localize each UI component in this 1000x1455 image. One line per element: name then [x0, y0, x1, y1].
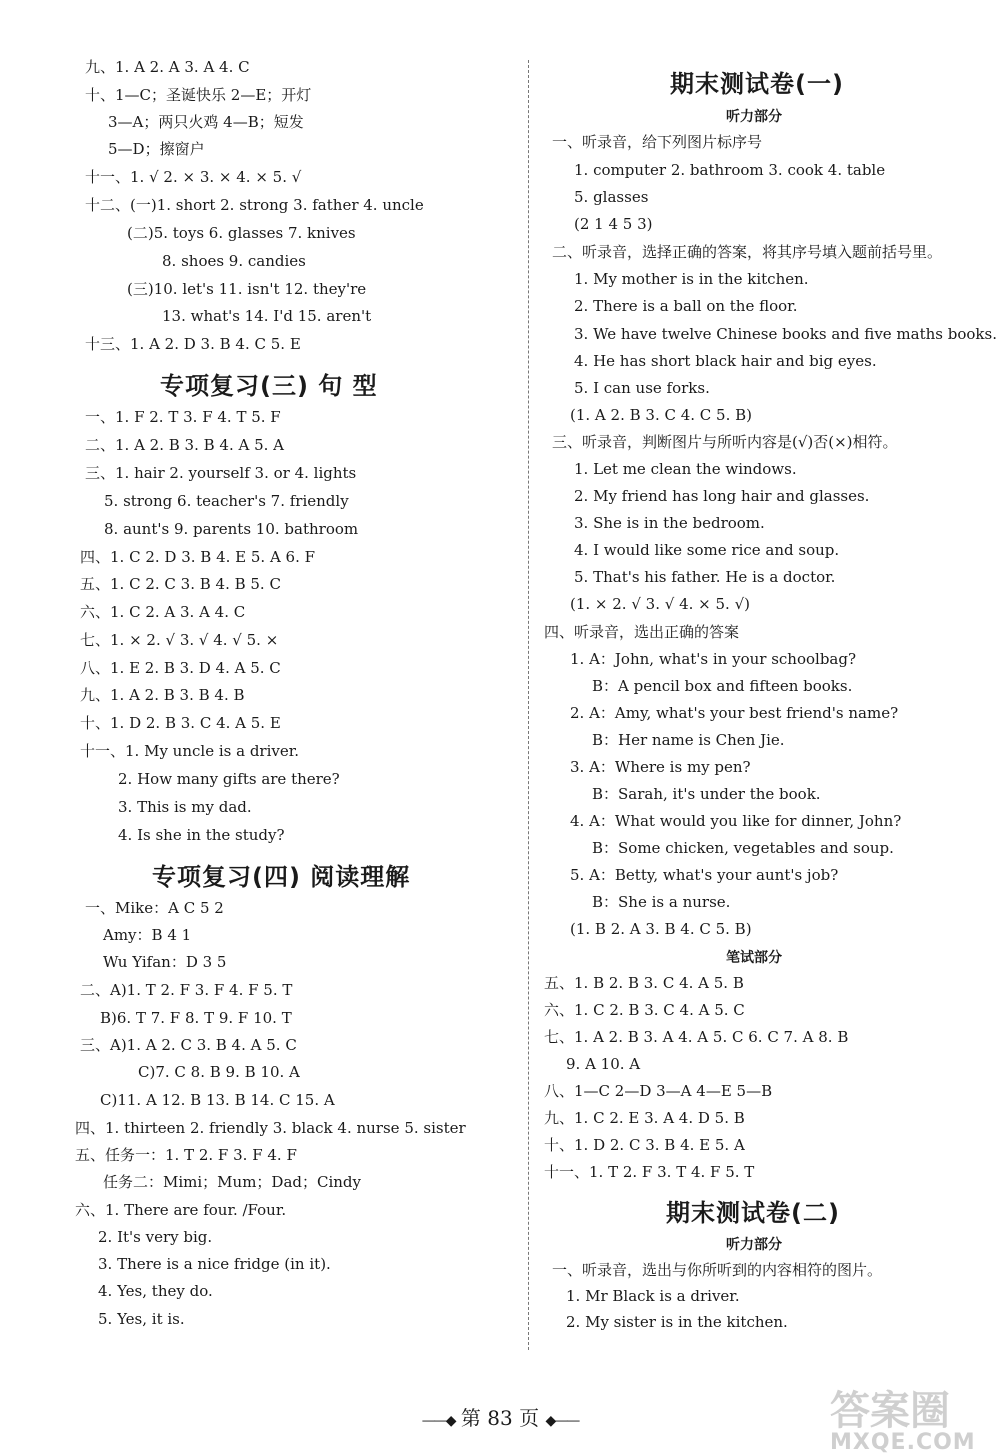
- left-ornament: ——◆: [421, 1413, 455, 1429]
- answer-line: 十二、(一)1. short 2. strong 3. father 4. uncle: [85, 196, 424, 214]
- answer-line: 十、1—C；圣诞快乐 2—E；开灯: [85, 86, 312, 104]
- answer-line: 六、1. There are four. /Four.: [75, 1201, 287, 1219]
- answer-line: Wu Yifan：D 3 5: [103, 953, 227, 971]
- answer-line: 4. I would like some rice and soup.: [574, 541, 840, 559]
- answer-line: 八、1. E 2. B 3. D 4. A 5. C: [80, 659, 281, 677]
- answer-line: 5. I can use forks.: [574, 379, 710, 397]
- answer-line: 一、1. F 2. T 3. F 4. T 5. F: [85, 408, 281, 426]
- section-title: 期末测试卷(二): [666, 1199, 840, 1227]
- section-subtitle: 笔试部分: [726, 950, 782, 966]
- answer-line: 五、1. B 2. B 3. C 4. A 5. B: [544, 974, 744, 992]
- answer-line: 十、1. D 2. C 3. B 4. E 5. A: [544, 1136, 745, 1154]
- answer-line: 十一、1. T 2. F 3. T 4. F 5. T: [544, 1163, 755, 1181]
- answer-line: 2. There is a ball on the floor.: [574, 297, 798, 315]
- right-ornament: ◆——: [545, 1413, 579, 1429]
- answer-line: 4. Yes, they do.: [98, 1282, 213, 1300]
- answer-line: (二)5. toys 6. glasses 7. knives: [127, 224, 356, 242]
- answer-line: 九、1. C 2. E 3. A 4. D 5. B: [544, 1109, 745, 1127]
- section-subtitle: 听力部分: [726, 1237, 782, 1253]
- answer-line: 4. A：What would you like for dinner, John?: [570, 812, 902, 830]
- answer-line: 2. My sister is in the kitchen.: [566, 1313, 788, 1331]
- answer-line: Amy：B 4 1: [103, 926, 192, 944]
- answer-line: C)11. A 12. B 13. B 14. C 15. A: [100, 1091, 335, 1109]
- answer-line: 5—D；擦窗户: [108, 140, 205, 158]
- answer-line: B)6. T 7. F 8. T 9. F 10. T: [100, 1009, 292, 1027]
- section-subtitle: 听力部分: [726, 109, 782, 125]
- answer-line: 8. shoes 9. candies: [162, 252, 306, 270]
- answer-line: 5. Yes, it is.: [98, 1310, 185, 1328]
- answer-line: 3. A：Where is my pen?: [570, 758, 751, 776]
- answer-line: 4. Is she in the study?: [118, 826, 285, 844]
- answer-line: 1. A：John, what's in your schoolbag?: [570, 650, 857, 668]
- answer-line: 5. A：Betty, what's your aunt's job?: [570, 866, 839, 884]
- answer-line: 十三、1. A 2. D 3. B 4. C 5. E: [85, 335, 301, 353]
- answer-line: C)7. C 8. B 9. B 10. A: [138, 1063, 300, 1081]
- answer-line: 二、A)1. T 2. F 3. F 4. F 5. T: [80, 981, 293, 999]
- answer-line: 2. It's very big.: [98, 1228, 213, 1246]
- answer-line: 1. My mother is in the kitchen.: [574, 270, 809, 288]
- answer-line: 5. glasses: [574, 188, 649, 206]
- section-title: 期末测试卷(一): [670, 70, 844, 98]
- answer-line: 2. How many gifts are there?: [118, 770, 340, 788]
- section-title: 专项复习(三) 句 型: [160, 372, 378, 400]
- answer-line: 九、1. A 2. A 3. A 4. C: [85, 58, 250, 76]
- answer-line: 1. computer 2. bathroom 3. cook 4. table: [574, 161, 886, 179]
- answer-line: 二、1. A 2. B 3. B 4. A 5. A: [85, 436, 285, 454]
- answer-line: B：Sarah, it's under the book.: [592, 785, 821, 803]
- answer-line: 3. This is my dad.: [118, 798, 252, 816]
- answer-line: 三、1. hair 2. yourself 3. or 4. lights: [85, 464, 357, 482]
- answer-line: B：Some chicken, vegetables and soup.: [592, 839, 894, 857]
- answer-line: 2. A：Amy, what's your best friend's name?: [570, 704, 899, 722]
- answer-line: 四、1. thirteen 2. friendly 3. black 4. nurse 5. sister: [75, 1119, 466, 1137]
- answer-line: 3. We have twelve Chinese books and five maths books.: [574, 325, 997, 343]
- answer-line: B：A pencil box and fifteen books.: [592, 677, 853, 695]
- answer-line: 七、1. A 2. B 3. A 4. A 5. C 6. C 7. A 8. B: [544, 1028, 849, 1046]
- watermark-logo: [830, 1390, 976, 1454]
- answer-line: 五、任务一：1. T 2. F 3. F 4. F: [75, 1146, 297, 1164]
- answer-line: (1. A 2. B 3. C 4. C 5. B): [570, 406, 753, 424]
- answer-line: 13. what's 14. I'd 15. aren't: [162, 307, 372, 325]
- watermark-url: MXQE.COM: [830, 1430, 976, 1455]
- answer-line: 九、1. A 2. B 3. B 4. B: [80, 686, 245, 704]
- answer-line: 三、A)1. A 2. C 3. B 4. A 5. C: [80, 1036, 297, 1054]
- answer-line: 十一、1. √ 2. × 3. × 4. × 5. √: [85, 168, 302, 186]
- answer-line: 七、1. × 2. √ 3. √ 4. √ 5. ×: [80, 631, 279, 649]
- answer-line: 二、听录音，选择正确的答案，将其序号填入题前括号里。: [552, 243, 943, 261]
- answer-line: (三)10. let's 11. isn't 12. they're: [127, 280, 367, 298]
- answer-line: 五、1. C 2. C 3. B 4. B 5. C: [80, 575, 281, 593]
- watermark-text: 答案圈: [830, 1388, 950, 1434]
- answer-line: 4. He has short black hair and big eyes.: [574, 352, 877, 370]
- answer-line: 3. She is in the bedroom.: [574, 514, 765, 532]
- answer-line: 1. Mr Black is a driver.: [566, 1287, 740, 1305]
- answer-line: 3—A；两只火鸡 4—B；短发: [108, 113, 304, 131]
- answer-line: B：She is a nurse.: [592, 893, 731, 911]
- answer-line: 5. That's his father. He is a doctor.: [574, 568, 836, 586]
- answer-line: 5. strong 6. teacher's 7. friendly: [104, 492, 349, 510]
- answer-line: 任务二：Mimi；Mum；Dad；Cindy: [103, 1173, 362, 1191]
- answer-line: 三、听录音，判断图片与所听内容是(√)否(×)相符。: [552, 433, 898, 451]
- answer-line: 六、1. C 2. B 3. C 4. A 5. C: [544, 1001, 745, 1019]
- answer-line: 一、Mike：A C 5 2: [85, 899, 224, 917]
- answer-line: B：Her name is Chen Jie.: [592, 731, 785, 749]
- answer-line: 2. My friend has long hair and glasses.: [574, 487, 870, 505]
- answer-line: 四、听录音，选出正确的答案: [544, 623, 740, 641]
- answer-line: 1. Let me clean the windows.: [574, 460, 797, 478]
- answer-line: 8. aunt's 9. parents 10. bathroom: [104, 520, 359, 538]
- answer-line: 四、1. C 2. D 3. B 4. E 5. A 6. F: [80, 548, 316, 566]
- column-divider: [528, 60, 529, 1350]
- answer-line: 一、听录音，给下列图片标序号: [552, 133, 763, 151]
- page-number: 第 83 页: [460, 1406, 540, 1430]
- answer-line: 9. A 10. A: [566, 1055, 641, 1073]
- answer-line: 3. There is a nice fridge (in it).: [98, 1255, 331, 1273]
- answer-line: 十、1. D 2. B 3. C 4. A 5. E: [80, 714, 281, 732]
- answer-line: (1. B 2. A 3. B 4. C 5. B): [570, 920, 752, 938]
- answer-line: (1. × 2. √ 3. √ 4. × 5. √): [570, 595, 750, 613]
- answer-line: 十一、1. My uncle is a driver.: [80, 742, 300, 760]
- answer-line: 一、听录音，选出与你所听到的内容相符的图片。: [552, 1261, 883, 1279]
- answer-line: 六、1. C 2. A 3. A 4. C: [80, 603, 246, 621]
- section-title: 专项复习(四) 阅读理解: [152, 863, 411, 891]
- answer-line: 八、1—C 2—D 3—A 4—E 5—B: [544, 1082, 773, 1100]
- answer-line: (2 1 4 5 3): [574, 215, 653, 233]
